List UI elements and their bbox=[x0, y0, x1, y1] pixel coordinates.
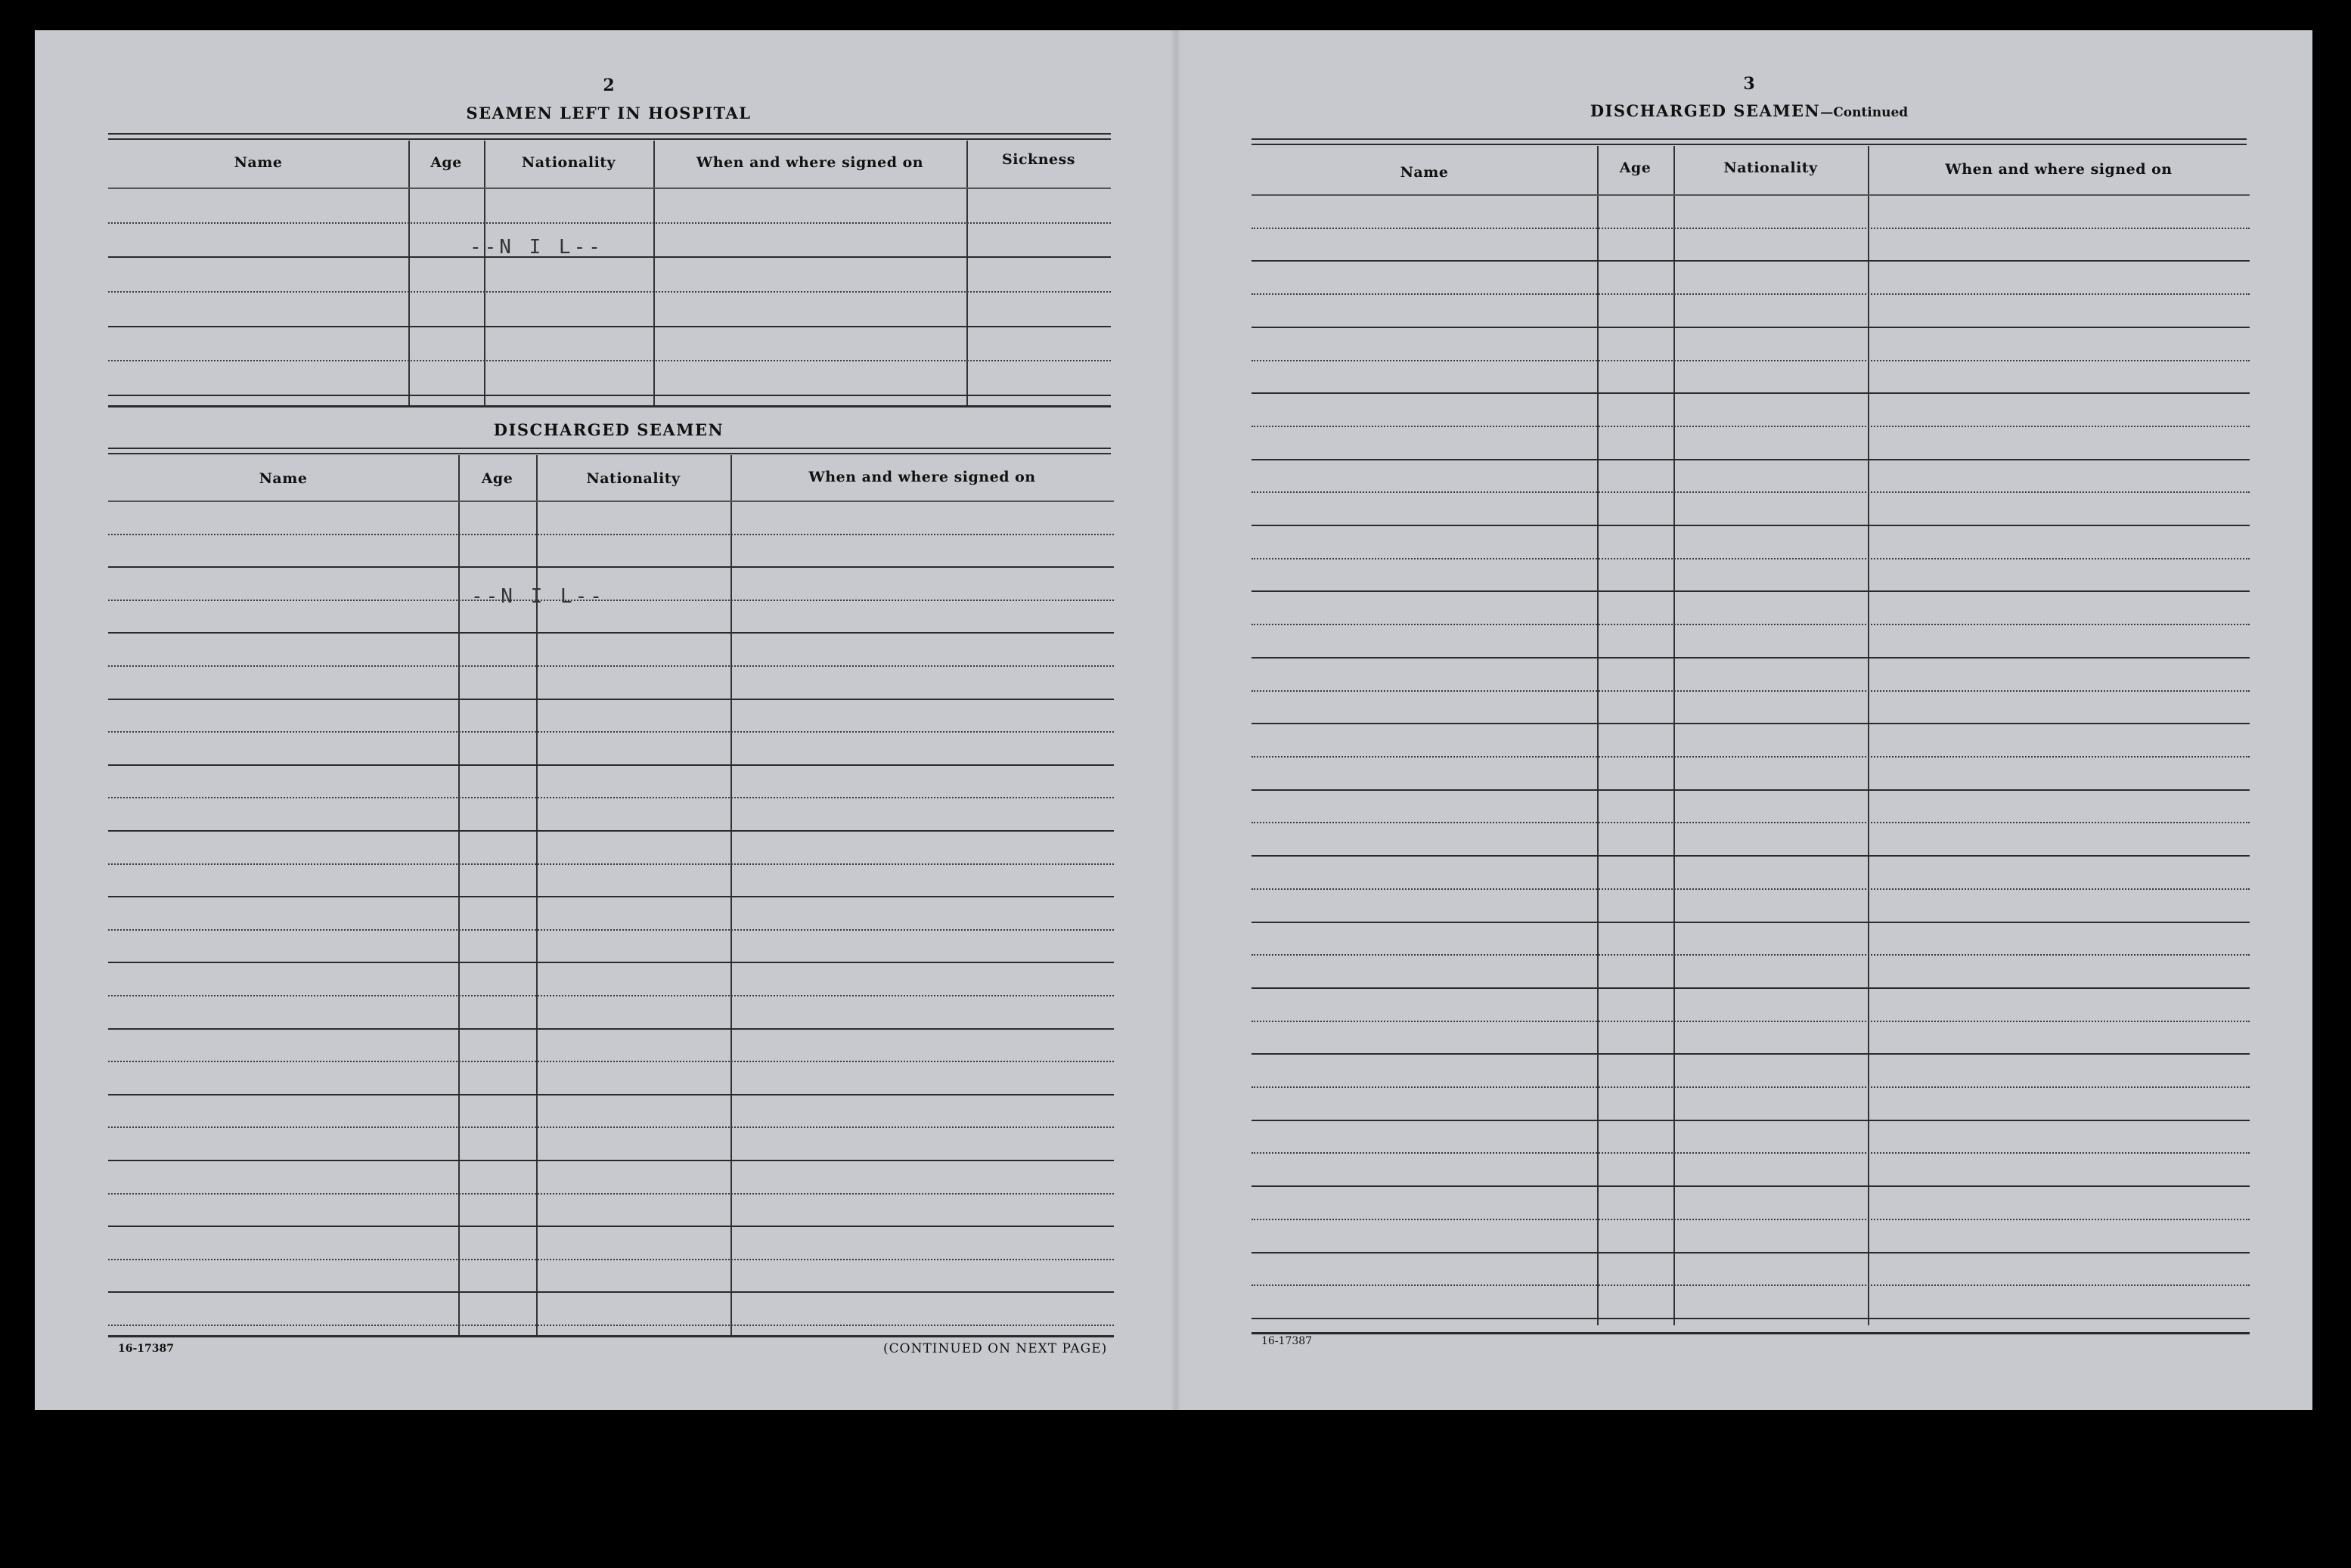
hospital-bottom-rule bbox=[108, 405, 1111, 407]
ruled-row-line bbox=[108, 1061, 1114, 1062]
discharged-section-title: DISCHARGED SEAMEN bbox=[493, 420, 724, 439]
ruled-row-line bbox=[108, 534, 1114, 535]
ruled-row-line bbox=[108, 360, 1111, 361]
header-rule bbox=[108, 500, 1114, 502]
column-divider bbox=[1868, 146, 1869, 1325]
ruled-row-line bbox=[1251, 1021, 2250, 1022]
nil-entry-hospital: --N I L-- bbox=[470, 236, 603, 259]
column-divider bbox=[730, 455, 732, 1335]
column-header-name: Name bbox=[259, 470, 308, 487]
column-header-signed-on: When and where signed on bbox=[696, 154, 924, 171]
ruled-row-line bbox=[108, 830, 1114, 832]
page-number-left: 2 bbox=[603, 76, 615, 95]
column-header-nationality: Nationality bbox=[521, 154, 616, 171]
ruled-row-line bbox=[108, 929, 1114, 931]
ruled-row-line bbox=[108, 566, 1114, 568]
ruled-row-line bbox=[108, 632, 1114, 634]
hospital-top-rule bbox=[108, 133, 1111, 140]
column-divider bbox=[484, 141, 485, 405]
right-section-title-main: DISCHARGED SEAMEN bbox=[1590, 101, 1821, 120]
column-divider bbox=[966, 141, 968, 405]
column-divider bbox=[653, 141, 655, 405]
column-divider bbox=[1597, 146, 1599, 1325]
ruled-row-line bbox=[108, 896, 1114, 897]
ruled-row-line bbox=[1251, 624, 2250, 625]
ruled-row-line bbox=[1251, 260, 2250, 262]
ruled-row-line bbox=[108, 764, 1114, 766]
ruled-row-line bbox=[1251, 723, 2250, 724]
column-divider bbox=[408, 141, 410, 405]
ruled-row-line bbox=[108, 326, 1111, 327]
page-fold bbox=[1171, 30, 1181, 1410]
header-rule bbox=[1251, 194, 2250, 196]
ruled-row-line bbox=[108, 600, 1114, 601]
column-header-age: Age bbox=[1619, 160, 1652, 176]
ruled-row-line bbox=[108, 797, 1114, 798]
column-header-nationality: Nationality bbox=[1723, 160, 1818, 176]
ruled-row-line bbox=[1251, 1152, 2250, 1154]
ruled-row-line bbox=[108, 256, 1111, 258]
ruled-row-line bbox=[1251, 1185, 2250, 1187]
ruled-row-line bbox=[108, 863, 1114, 865]
ruled-row-line bbox=[108, 1259, 1114, 1260]
ruled-row-line bbox=[108, 962, 1114, 963]
ruled-row-line bbox=[1251, 922, 2250, 923]
ruled-row-line bbox=[1251, 690, 2250, 692]
column-header-signed-on: When and where signed on bbox=[1945, 161, 2173, 178]
ruled-row-line bbox=[1251, 360, 2250, 361]
ruled-row-line bbox=[1251, 657, 2250, 658]
ruled-row-line bbox=[1251, 1284, 2250, 1286]
form-number-right: 16-17387 bbox=[1261, 1335, 1313, 1347]
ruled-row-line bbox=[1251, 1318, 2250, 1319]
page-number-right: 3 bbox=[1743, 74, 1755, 94]
ruled-row-line bbox=[108, 1094, 1114, 1095]
ruled-row-line bbox=[1251, 954, 2250, 956]
ruled-row-line bbox=[1251, 1053, 2250, 1055]
hospital-table bbox=[108, 141, 1111, 405]
form-number-left: 16-17387 bbox=[118, 1343, 174, 1355]
ruled-row-line bbox=[1251, 822, 2250, 823]
right-section-title-suffix: —Continued bbox=[1820, 105, 1909, 120]
column-divider bbox=[458, 455, 460, 1335]
ruled-row-line bbox=[108, 1193, 1114, 1195]
column-header-nationality: Nationality bbox=[586, 470, 681, 487]
column-header-age: Age bbox=[481, 470, 513, 487]
ruled-row-line bbox=[1251, 888, 2250, 890]
ruled-row-line bbox=[1251, 1086, 2250, 1088]
ruled-row-line bbox=[1251, 855, 2250, 857]
ruled-row-line bbox=[1251, 491, 2250, 493]
ruled-row-line bbox=[1251, 459, 2250, 460]
nil-entry-discharged: --N I L-- bbox=[471, 585, 605, 608]
ruled-row-line bbox=[1251, 590, 2250, 592]
ruled-row-line bbox=[1251, 293, 2250, 295]
ruled-row-line bbox=[108, 665, 1114, 667]
ruled-row-line bbox=[1251, 987, 2250, 989]
ruled-row-line bbox=[108, 1291, 1114, 1293]
discharged-bottom-rule bbox=[108, 1335, 1114, 1337]
ruled-row-line bbox=[108, 395, 1111, 396]
column-header-age: Age bbox=[430, 154, 462, 171]
ruled-row-line bbox=[108, 1126, 1114, 1128]
ruled-row-line bbox=[1251, 558, 2250, 559]
ruled-row-line bbox=[1251, 1120, 2250, 1121]
ruled-row-line bbox=[108, 1325, 1114, 1326]
discharged-table bbox=[108, 455, 1114, 1335]
ruled-row-line bbox=[108, 222, 1111, 224]
ruled-row-line bbox=[1251, 789, 2250, 791]
ruled-row-line bbox=[1251, 327, 2250, 328]
discharged-continued-table bbox=[1251, 146, 2250, 1325]
ruled-row-line bbox=[108, 699, 1114, 700]
discharged-top-rule bbox=[108, 448, 1111, 454]
column-divider bbox=[1673, 146, 1675, 1325]
ruled-row-line bbox=[108, 995, 1114, 996]
ruled-row-line bbox=[1251, 392, 2250, 394]
ruled-row-line bbox=[1251, 426, 2250, 427]
ruled-row-line bbox=[108, 1028, 1114, 1030]
column-header-sickness: Sickness bbox=[1002, 151, 1075, 168]
column-header-signed-on: When and where signed on bbox=[808, 469, 1036, 485]
ruled-row-line bbox=[108, 291, 1111, 293]
hospital-section-title: SEAMEN LEFT IN HOSPITAL bbox=[466, 104, 752, 122]
ruled-row-line bbox=[108, 731, 1114, 733]
continued-note: (CONTINUED ON NEXT PAGE) bbox=[883, 1341, 1108, 1356]
ruled-row-line bbox=[1251, 1219, 2250, 1220]
right-section-title bbox=[1522, 101, 1976, 120]
column-header-name: Name bbox=[1400, 164, 1449, 181]
right-bottom-rule bbox=[1251, 1332, 2250, 1334]
ruled-row-line bbox=[1251, 228, 2250, 229]
ruled-row-line bbox=[108, 1226, 1114, 1227]
header-rule bbox=[108, 187, 1111, 189]
ruled-row-line bbox=[108, 1160, 1114, 1161]
column-header-name: Name bbox=[234, 154, 283, 171]
ruled-row-line bbox=[1251, 756, 2250, 758]
right-top-rule bbox=[1251, 138, 2247, 145]
ruled-row-line bbox=[1251, 525, 2250, 526]
ruled-row-line bbox=[1251, 1252, 2250, 1253]
